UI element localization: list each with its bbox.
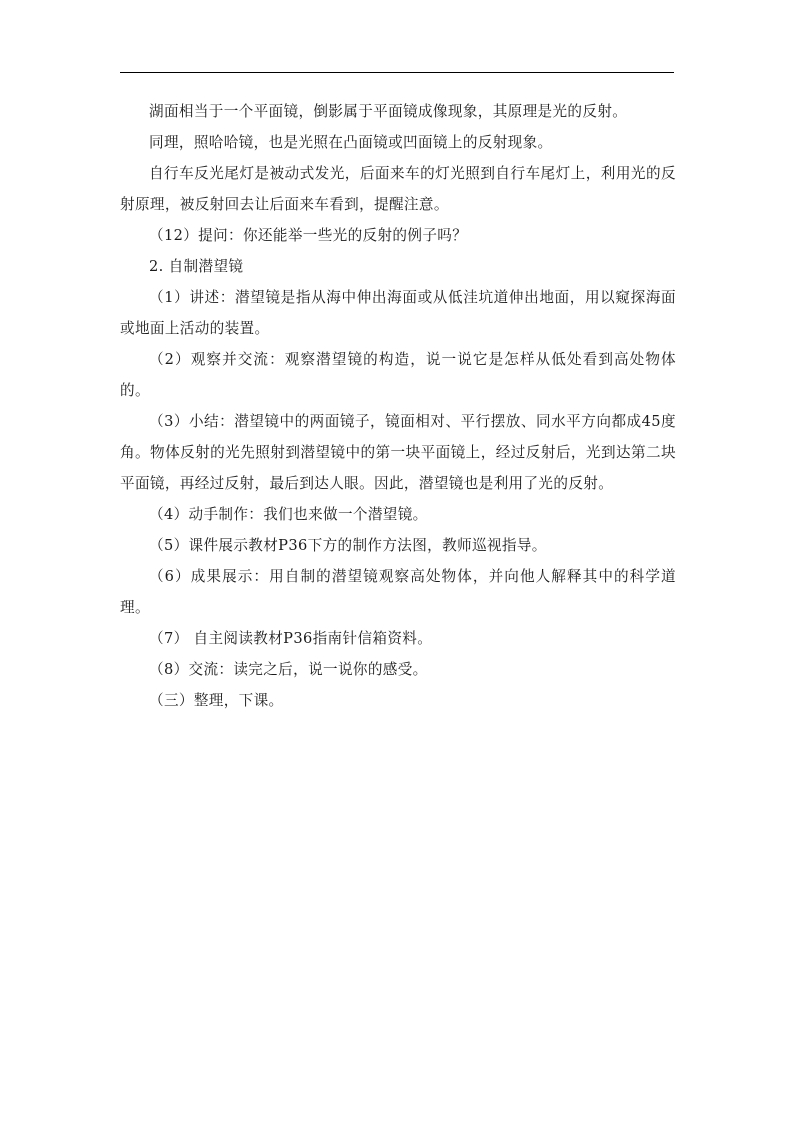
paragraph-wrap-up: （三）整理，下课。 — [149, 692, 284, 709]
body-text — [120, 96, 676, 716]
paragraph-bike-reflector: 自行车反光尾灯是被动式发光，后面来车的灯光照到自行车尾灯上，利用光的反射原理，被反射回去让后面来车看到，提醒注意。 — [120, 165, 676, 213]
paragraph-funhouse-mirror: 同理，照哈哈镜，也是光照在凸面镜或凹面镜上的反射现象。 — [149, 134, 553, 151]
section-heading-periscope: 2. 自制潜望镜 — [149, 258, 244, 275]
paragraph-reflection-lake: 湖面相当于一个平面镜，倒影属于平面镜成像现象，其原理是光的反射。 — [149, 103, 628, 120]
paragraph-step-6: （6）成果展示：用自制的潜望镜观察高处物体，并向他人解释其中的科学道理。 — [120, 568, 676, 616]
paragraph-question-12: （12）提问：你还能举一些光的反射的例子吗？ — [149, 227, 468, 244]
paragraph-step-8: （8）交流：读完之后，说一说你的感受。 — [149, 661, 428, 678]
paragraph-step-4: （4）动手制作：我们也来做一个潜望镜。 — [149, 506, 428, 523]
header-rule — [120, 72, 674, 73]
paragraph-step-2: （2）观察并交流：观察潜望镜的构造，说一说它是怎样从低处看到高处物体的。 — [120, 351, 676, 399]
paragraph-step-7: （7） 自主阅读教材P36指南针信箱资料。 — [149, 630, 433, 647]
paragraph-step-3: （3）小结：潜望镜中的两面镜子，镜面相对、平行摆放、同水平方向都成45度角。物体反射的光先照射到潜望镜中的第一块平面镜上，经过反射后，光到达第二块平面镜，再经过反射，最后到达人眼。因此，潜望镜也是利用了光的反射。 — [120, 413, 676, 492]
paragraph-step-5: （5）课件展示教材P36下方的制作方法图，教师巡视指导。 — [149, 537, 547, 554]
paragraph-step-1: （1）讲述：潜望镜是指从海中伸出海面或从低洼坑道伸出地面，用以窥探海面或地面上活动的装置。 — [120, 289, 676, 337]
